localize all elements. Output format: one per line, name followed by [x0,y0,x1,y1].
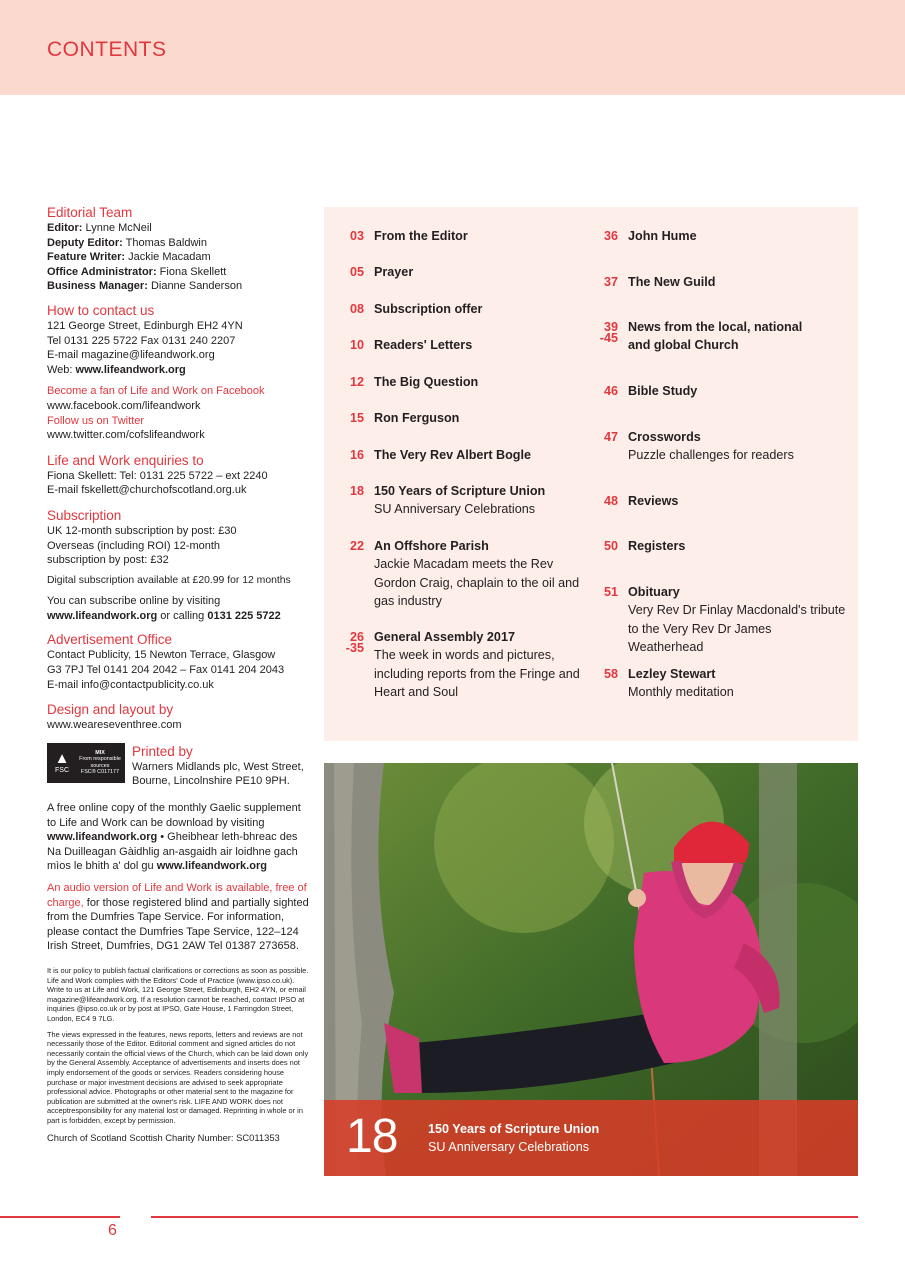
feature-caption [324,1100,858,1176]
fsc-text: MIX From responsible sources FSC® C017177 [79,750,121,776]
legal-disclaimer: The views expressed in the features, news reports, letters and reviews are not necessarily those of the Editor. Editorial comment and signed articles do not necessarily contain the official views of the Church, which can be laid down only by the General Assembly. Acceptance of advertisements and inserts does not imply endorsement of the goods or services. Readers considering house purchase or major investment decisions are advised to seek appropriate professional advice. Photographs or other material sent to the magazine for publication are submitted at the owner's risk. LIFE AND WORK does not acceptresponsibility for any material lost or damaged. Reprinting in whole or in part is forbidden, except by permission. [47,1029,309,1125]
footer-rule-right [151,1216,858,1218]
contents-item[interactable]: 48 Reviews [603,494,679,508]
editorial-heading: Editorial Team [47,205,133,220]
contents-item[interactable]: 03 From the Editor [349,229,468,243]
contents-item[interactable]: 16 The Very Rev Albert Bogle [349,448,532,462]
contents-item[interactable]: 18 150 Years of Scripture Union SU Anniversary Celebrations [349,484,546,517]
facebook-link[interactable]: www.facebook.com/lifeandwork [47,399,201,412]
gaelic-link[interactable]: www.lifeandwork.org [47,831,158,844]
header-band [0,0,905,95]
advert-line: G3 7PJ Tel 0141 204 2042 – Fax 0141 204 2043 [47,664,285,677]
legal-corrections: It is our policy to publish factual clarifications or corrections as soon as possible. Life and Work complies with the Editors' Code of Practice (www.ipso.co.uk). Write to us at Life and Work, 121 George Street, Edinburgh, EH2 4YN, or email magazine@lifeandwork.org. If a resolution cannot be reached, contact IPSO at inquiries @ipso.co.uk or by post at IPSO, Gate House, 1 Farringdon Street, London, EC4 9 7LG. [47,965,309,1023]
subscription-heading: Subscription [47,507,122,523]
contents-item[interactable]: 58 Lezley Stewart Monthly meditation [603,667,734,700]
page-title: CONTENTS [47,38,167,61]
feature-page-number: 18 [346,1110,398,1163]
design-link[interactable]: www.weareseventhree.com [47,719,182,732]
feature-title: 150 Years of Scripture Union [428,1122,600,1136]
twitter-label: Follow us on Twitter [47,414,145,427]
twitter-link[interactable]: www.twitter.com/cofslifeandwork [47,429,205,442]
subscription-uk: UK 12-month subscription by post: £30 [47,524,237,537]
contact-heading: How to contact us [47,302,155,318]
contents-item[interactable]: 39 -45 News from the local, national and global Church [599,320,803,353]
contents-item[interactable]: 10 Readers' Letters [349,338,473,352]
contact-address: 121 George Street, Edinburgh EH2 4YN [47,319,243,332]
subscribe-link[interactable]: www.lifeandwork.org [47,609,158,622]
enquiries-heading: Life and Work enquiries to [47,452,204,468]
contents-item[interactable]: 37 The New Guild [603,275,716,289]
printed-text [132,743,309,789]
printed-heading: Printed by [132,743,193,759]
page-number: 6 [108,1222,117,1239]
contents-item[interactable]: 26 -35 General Assembly 2017 The week in words and pictures, including reports from the Fringe and Heart and Soul [345,630,580,700]
contents-item[interactable]: 46 Bible Study [603,384,698,398]
printed-block [47,743,309,789]
contents-item[interactable]: 47 Crosswords Puzzle challenges for readers [603,430,794,463]
fsc-tree-icon: ▲ FSC [54,749,70,774]
subscription-online: You can subscribe online by visiting [47,595,221,608]
contact-web: Web: www.lifeandwork.org [47,363,186,376]
contents-item[interactable]: 12 The Big Question [349,375,479,389]
advert-email[interactable]: E-mail info@contactpublicity.co.uk [47,678,214,691]
contents-item[interactable]: 36 John Hume [603,229,697,243]
feature-photo[interactable] [324,763,858,1176]
feature-subtitle: SU Anniversary Celebrations [428,1140,589,1154]
contents-item[interactable]: 22 An Offshore Parish Jackie Macadam meets the Rev Gordon Craig, chaplain to the oil and gas industry [349,539,580,609]
contents-item[interactable]: 08 Subscription offer [349,302,483,316]
editorial-row: Deputy Editor: Thomas Baldwin [47,236,207,249]
subscribe-phone: 0131 225 5722 [207,609,281,622]
footer-rule-left [0,1216,120,1218]
gaelic-link-2[interactable]: www.lifeandwork.org [156,860,267,873]
feature-text [428,1120,599,1156]
editorial-list [47,221,309,294]
contents-item[interactable]: 51 Obituary Very Rev Dr Finlay Macdonald's tribute to the Very Rev Dr James Weatherhead [603,585,846,655]
advert-heading: Advertisement Office [47,632,173,648]
editorial-row: Feature Writer: Jackie Macadam [47,251,211,264]
contents-panel [324,207,858,741]
subscription-digital: Digital subscription available at £20.99 for 12 months [47,574,291,586]
contact-email[interactable]: E-mail magazine@lifeandwork.org [47,349,215,362]
contents-item[interactable]: 50 Registers [603,539,686,553]
advert-line: Contact Publicity, 15 Newton Terrace, Glasgow [47,649,276,662]
subscription-overseas: Overseas (including ROI) 12-month [47,539,221,552]
subscription-online-details: www.lifeandwork.org or calling 0131 225 5722 [47,609,281,622]
gaelic-note: A free online copy of the monthly Gaelic supplement to Life and Work can be download by visiting www.lifeandwork.org • Gheibhear leth-bhreac des Na Duilleagan Gàidhlig an-asgaidh air loidhne gach mìos le bhith a' dol gu www.lifeandwork.org [47,802,301,873]
editorial-row: Office Administrator: Fiona Skellett [47,265,227,278]
facebook-label: Become a fan of Life and Work on Facebook [47,385,265,398]
web-link[interactable]: www.lifeandwork.org [75,363,186,376]
audio-note: An audio version of Life and Work is available, free of charge, for those registered blind and partially sighted from the Dumfries Tape Service. For information, please contact the Dumfries Tape Service, 122–124 Irish Street, Dumfries, DG1 2AW Tel 01387 273658. [47,882,309,953]
charity-number: Church of Scotland Scottish Charity Number: SC011353 [47,1132,280,1144]
contents-item[interactable]: 15 Ron Ferguson [349,411,460,425]
masthead-column [47,204,309,1146]
contents-item[interactable]: 05 Prayer [349,265,414,279]
design-heading: Design and layout by [47,702,174,718]
printer-address: Warners Midlands plc, West Street, Bourne, Lincolnshire PE10 9PH. [132,760,304,788]
enquiries-email[interactable]: E-mail fskellett@churchofscotland.org.uk [47,484,247,497]
subscription-overseas-price: subscription by post: £32 [47,554,169,567]
fsc-logo [47,743,125,783]
editorial-row: Editor: Lynne McNeil [47,222,152,234]
enquiries-tel: Fiona Skellett: Tel: 0131 225 5722 – ext 2240 [47,469,268,482]
contact-tel: Tel 0131 225 5722 Fax 0131 240 2207 [47,334,236,347]
editorial-row: Business Manager: Dianne Sanderson [47,280,243,293]
